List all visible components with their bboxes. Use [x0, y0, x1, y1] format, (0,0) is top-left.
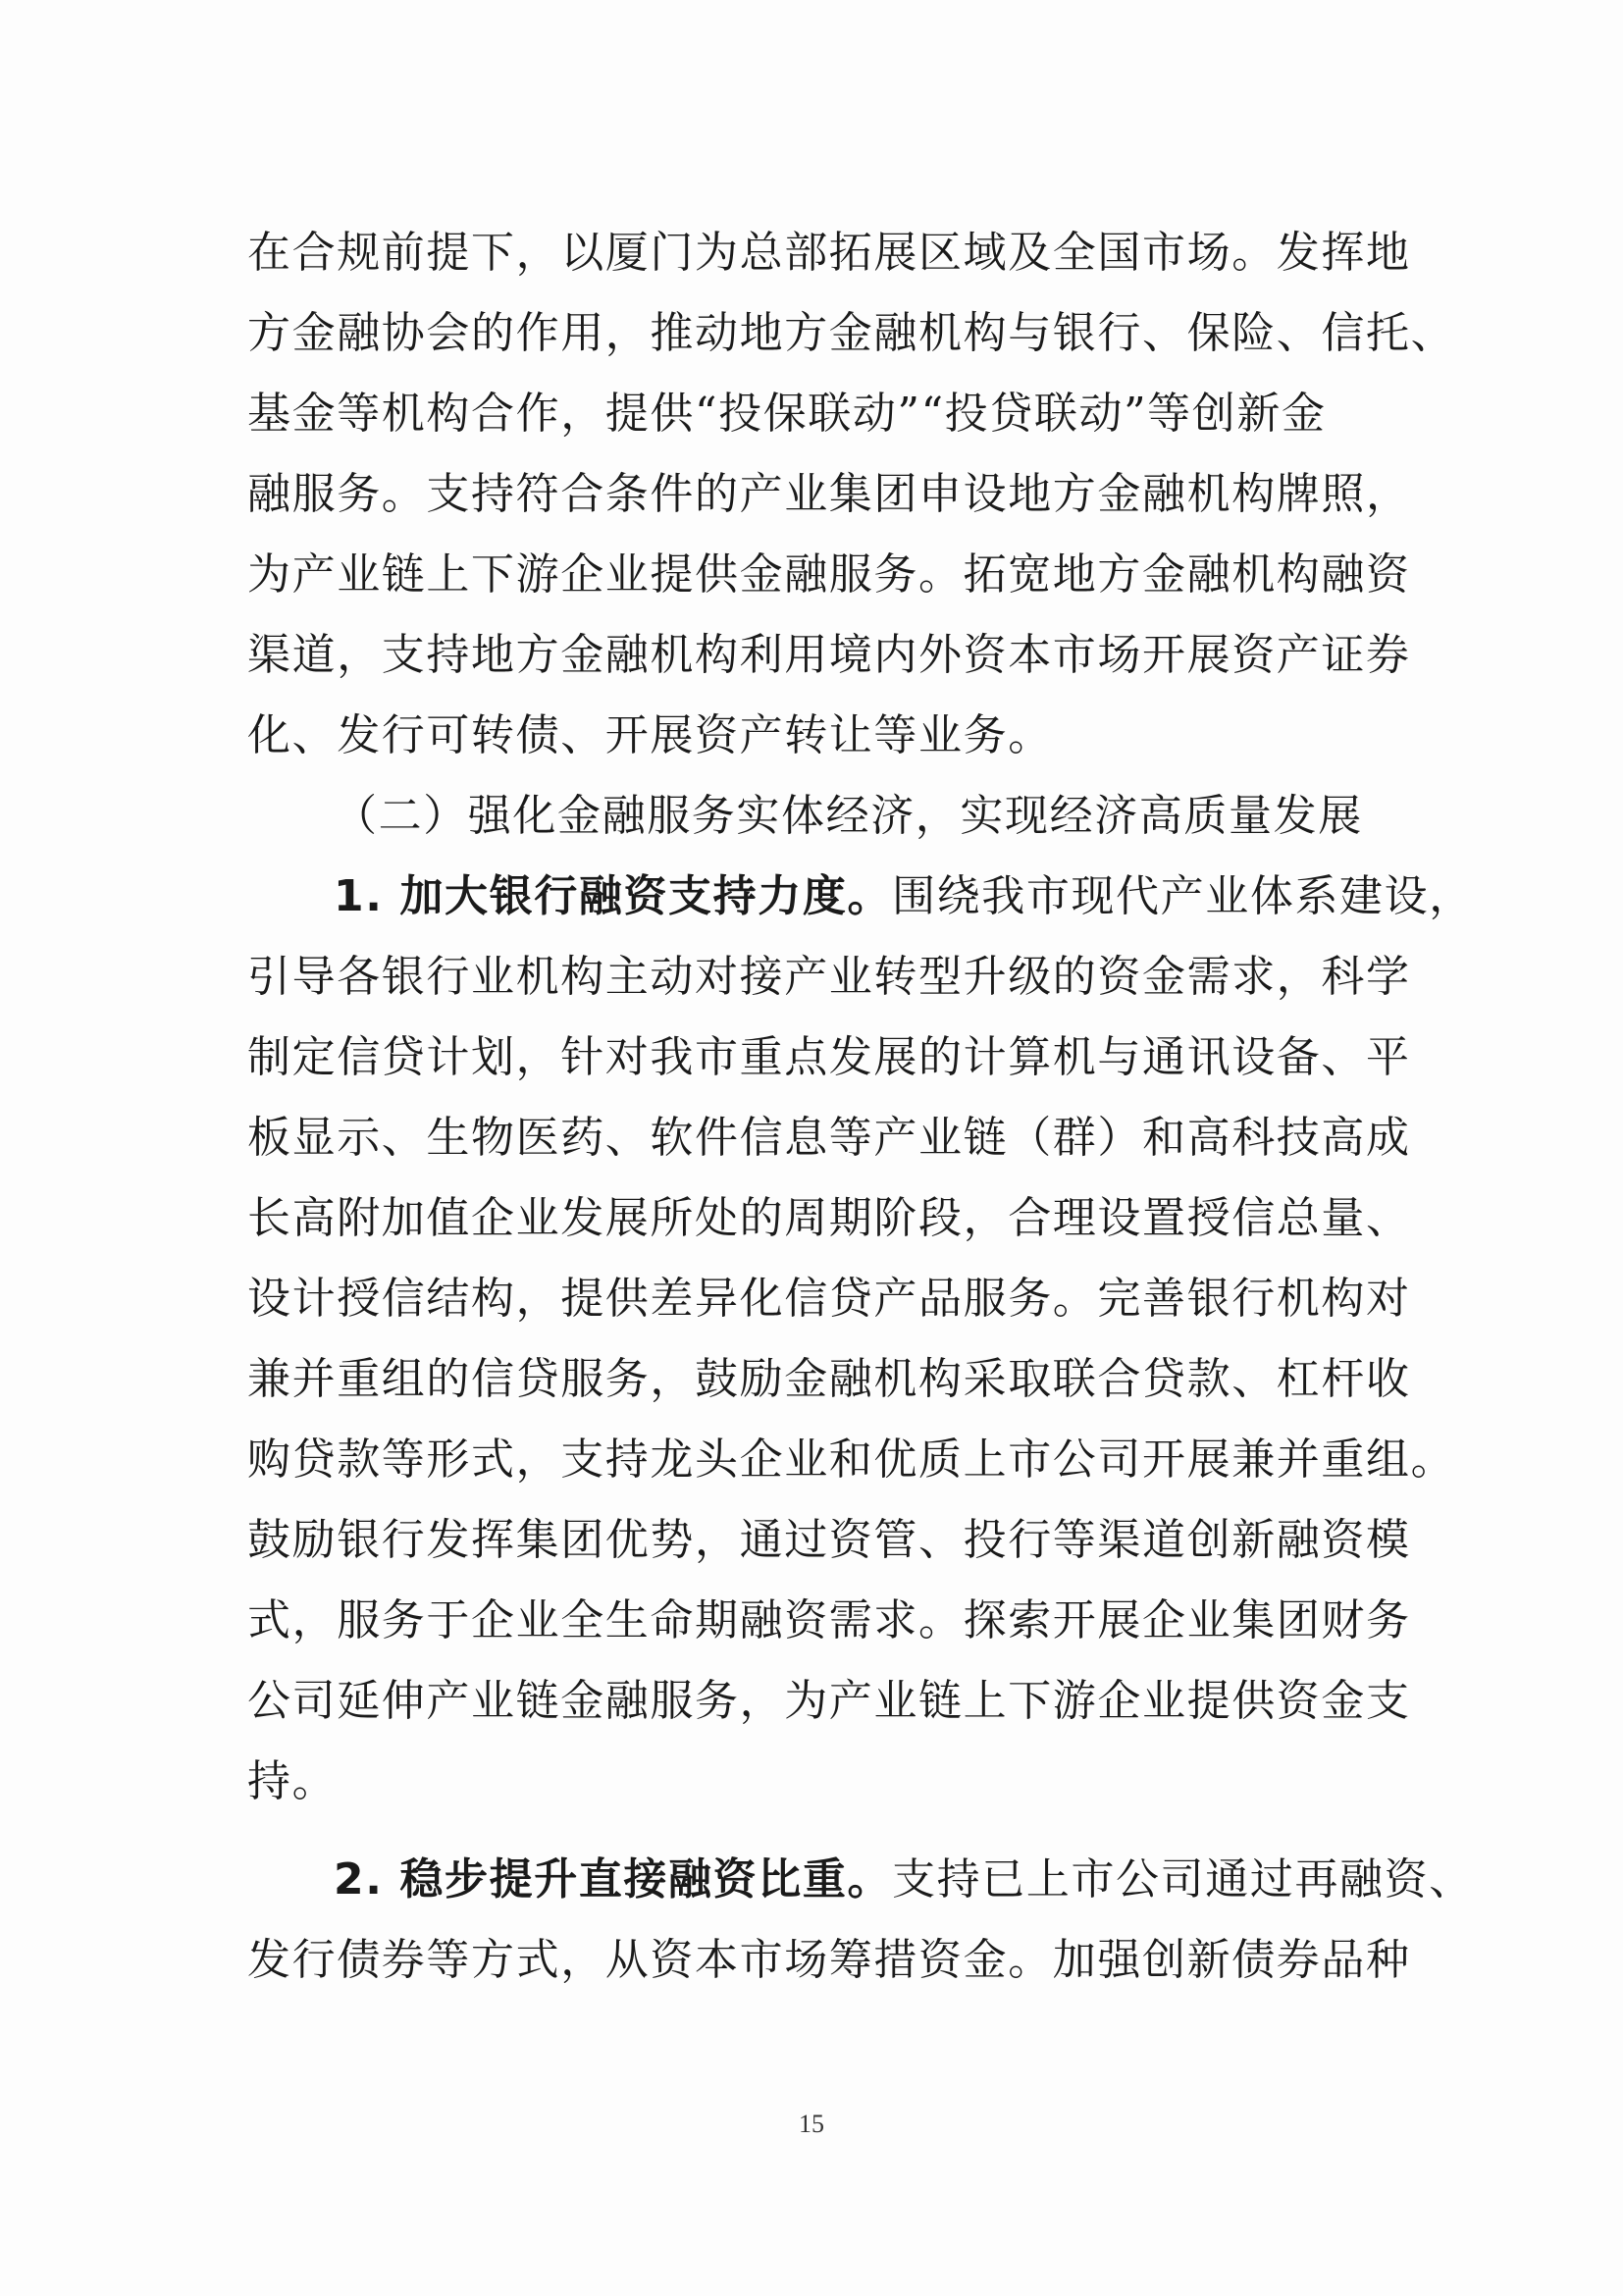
text-line-22: 发行债券等方式，从资本市场筹措资金。加强创新债券品种 — [247, 1935, 1411, 1985]
text-line-10: 引导各银行业机构主动对接产业转型升级的资金需求，科学 — [247, 952, 1411, 1002]
item-1-heading: 1. 加大银行融资支持力度。 — [334, 871, 893, 921]
item-1-line — [334, 867, 1474, 926]
item-2-line — [334, 1851, 1474, 1909]
item-1-text: 围绕我市现代产业体系建设， — [892, 871, 1474, 921]
page-number: 15 — [799, 2110, 824, 2138]
text-line-11: 制定信贷计划，针对我市重点发展的计算机与通讯设备、平 — [247, 1032, 1411, 1082]
text-line-12: 板显示、生物医药、软件信息等产业链（群）和高科技高成 — [247, 1113, 1411, 1163]
text-line-15: 兼并重组的信贷服务，鼓励金融机构采取联合贷款、杠杆收 — [247, 1354, 1411, 1404]
text-line-4: 融服务。支持符合条件的产业集团申设地方金融机构牌照， — [247, 469, 1411, 519]
text-line-19: 公司延伸产业链金融服务，为产业链上下游企业提供资金支 — [247, 1676, 1411, 1726]
text-line-20: 持。 — [247, 1756, 338, 1806]
text-line-6: 渠道，支持地方金融机构利用境内外资本市场开展资产证券 — [247, 630, 1411, 680]
item-2-text: 支持已上市公司通过再融资、 — [892, 1854, 1474, 1905]
text-line-16: 购贷款等形式，支持龙头企业和优质上市公司开展兼并重组。 — [247, 1435, 1456, 1485]
text-line-2: 方金融协会的作用，推动地方金融机构与银行、保险、信托、 — [247, 308, 1456, 358]
text-line-18: 式，服务于企业全生命期融资需求。探索开展企业集团财务 — [247, 1595, 1411, 1645]
section-heading: （二）强化金融服务实体经济，实现经济高质量发展 — [334, 791, 1363, 841]
text-line-7: 化、发行可转债、开展资产转让等业务。 — [247, 710, 1053, 760]
text-line-5: 为产业链上下游企业提供金融服务。拓宽地方金融机构融资 — [247, 549, 1411, 600]
item-2-heading: 2. 稳步提升直接融资比重。 — [334, 1854, 893, 1905]
text-line-17: 鼓励银行发挥集团优势，通过资管、投行等渠道创新融资模 — [247, 1515, 1411, 1565]
text-line-3: 基金等机构合作，提供“投保联动”“投贷联动”等创新金 — [247, 389, 1327, 439]
text-line-13: 长高附加值企业发展所处的周期阶段，合理设置授信总量、 — [247, 1193, 1411, 1243]
text-line-1: 在合规前提下，以厦门为总部拓展区域及全国市场。发挥地 — [247, 228, 1411, 278]
text-line-14: 设计授信结构，提供差异化信贷产品服务。完善银行机构对 — [247, 1274, 1411, 1324]
